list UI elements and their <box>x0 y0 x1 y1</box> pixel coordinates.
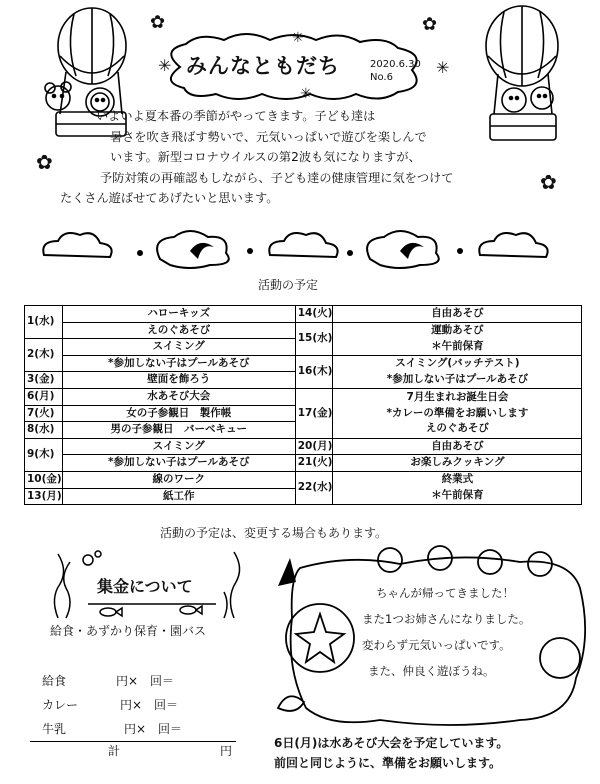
fee-total-label: 計 <box>108 744 121 758</box>
fee-divider <box>30 741 236 742</box>
message-line: また1つお姉さんになりました。 <box>362 612 531 626</box>
message-line: また、仲良く遊ぼうね。 <box>368 664 495 678</box>
intro-line: 暑さを吹き飛ばす勢いで、元気いっぱいで遊びを楽しんで <box>110 129 427 144</box>
issue-date: 2020.6.30 <box>370 59 421 70</box>
schedule-event: 終業式 <box>441 473 474 486</box>
fee-row <box>42 696 178 713</box>
schedule-date: 2(木) <box>25 339 63 372</box>
fee-row <box>42 672 174 689</box>
schedule-date: 10(金) <box>25 471 63 488</box>
schedule-date: 17(金) <box>295 388 333 438</box>
schedule-event: スイミング <box>62 438 295 455</box>
message-line: 変わらず元気いっぱいです。 <box>362 638 511 652</box>
schedule-date: 15(水) <box>295 322 333 355</box>
collection-title: 集金について <box>97 577 193 596</box>
fee-calc: 円× 回＝ <box>116 674 175 688</box>
schedule-date: 3(金) <box>25 372 63 389</box>
schedule-heading: 活動の予定 <box>258 278 319 292</box>
schedule-table <box>24 305 582 505</box>
schedule-event: *参加しない子はプールあそび <box>386 372 529 385</box>
schedule-date: 21(火) <box>295 455 333 472</box>
asterisk-decoration: ✳ <box>300 86 312 102</box>
issue-number: No.6 <box>370 72 393 83</box>
fee-label: 牛乳 <box>42 722 67 736</box>
fee-label: カレー <box>42 698 79 712</box>
asterisk-decoration: ✳ <box>436 58 450 77</box>
schedule-event: スイミング <box>62 339 295 356</box>
schedule-event: *参加しない子はプールあそび <box>62 355 295 372</box>
schedule-event: えのぐあそび <box>62 322 295 339</box>
schedule-event: スイミング(バッチテスト) <box>395 357 520 370</box>
asterisk-decoration: ✳ <box>292 30 304 46</box>
asterisk-decoration: ✳ <box>158 56 172 75</box>
welcome-message <box>362 580 530 684</box>
cloud-row-decoration <box>40 225 560 271</box>
schedule-event: 自由あそび <box>333 306 582 323</box>
schedule-date: 9(木) <box>25 438 63 471</box>
intro-line: います。新型コロナウイルスの第2波も気になりますが、 <box>110 150 421 164</box>
schedule-note: 活動の予定は、変更する場合もあります。 <box>160 526 388 540</box>
bottom-notice <box>274 733 508 773</box>
schedule-event: 壁面を飾ろう <box>62 372 295 389</box>
schedule-event: 7月生まれお誕生日会 <box>406 390 509 403</box>
fee-calc: 円× 回＝ <box>120 698 179 712</box>
intro-line: たくさん遊ばせてあげたいと思います。 <box>60 191 279 205</box>
newsletter-title: みんなともだち <box>186 54 340 78</box>
schedule-event: 線のワーク <box>62 471 295 488</box>
schedule-event-cell <box>333 471 582 504</box>
schedule-date: 16(木) <box>295 355 333 388</box>
schedule-event: *参加しない子はプールあそび <box>62 455 295 472</box>
schedule-date: 22(水) <box>295 471 333 504</box>
fee-row <box>42 720 182 737</box>
schedule-event: *カレーの準備をお願いします <box>386 406 529 419</box>
flower-decoration: ✿ <box>36 150 53 174</box>
message-line: ちゃんが帰ってきました！ <box>376 586 514 600</box>
fee-label: 給食 <box>42 674 67 688</box>
intro-line: いよいよ夏本番の季節がやってきます。子ども達は <box>96 109 376 123</box>
schedule-event-cell <box>333 388 582 438</box>
schedule-event-cell <box>333 322 582 355</box>
schedule-date: 1(水) <box>25 306 63 339</box>
fee-calc: 円× 回＝ <box>124 722 183 736</box>
schedule-event: 自由あそび <box>333 438 582 455</box>
schedule-event: 女の子参観日 製作帳 <box>62 405 295 422</box>
notice-line: 前回と同じように、準備をお願いします。 <box>274 756 502 770</box>
schedule-date: 14(火) <box>295 306 333 323</box>
schedule-event: えのぐあそび <box>425 422 489 435</box>
issue-date-block <box>370 58 421 84</box>
schedule-event: 水あそび大会 <box>62 388 295 405</box>
schedule-date: 20(月) <box>295 438 333 455</box>
schedule-event: お楽しみクッキング <box>333 455 582 472</box>
schedule-event: ＊午前保育 <box>431 339 484 352</box>
schedule-event: ハローキッズ <box>62 306 295 323</box>
schedule-date: 13(月) <box>25 488 63 505</box>
fee-total-unit: 円 <box>220 744 233 758</box>
flower-decoration: ✿ <box>540 170 557 194</box>
intro-paragraph <box>60 106 500 209</box>
schedule-event-cell <box>333 355 582 388</box>
schedule-date: 6(月) <box>25 388 63 405</box>
notice-line: 6日(月)は水あそび大会を予定しています。 <box>274 736 509 750</box>
collection-subtitle: 給食・あずかり保育・園バス <box>50 624 207 638</box>
flower-decoration: ✿ <box>422 14 438 35</box>
schedule-event: 紙工作 <box>62 488 295 505</box>
schedule-date: 7(火) <box>25 405 63 422</box>
intro-line: 予防対策の再確認もしながら、子ども達の健康管理に気をつけて <box>100 170 454 185</box>
schedule-event: ＊午前保育 <box>431 489 484 502</box>
schedule-event: 男の子参観日 バーベキュー <box>62 422 295 439</box>
flower-decoration: ✿ <box>150 12 166 33</box>
schedule-event: 運動あそび <box>431 324 484 337</box>
schedule-date: 8(水) <box>25 422 63 439</box>
